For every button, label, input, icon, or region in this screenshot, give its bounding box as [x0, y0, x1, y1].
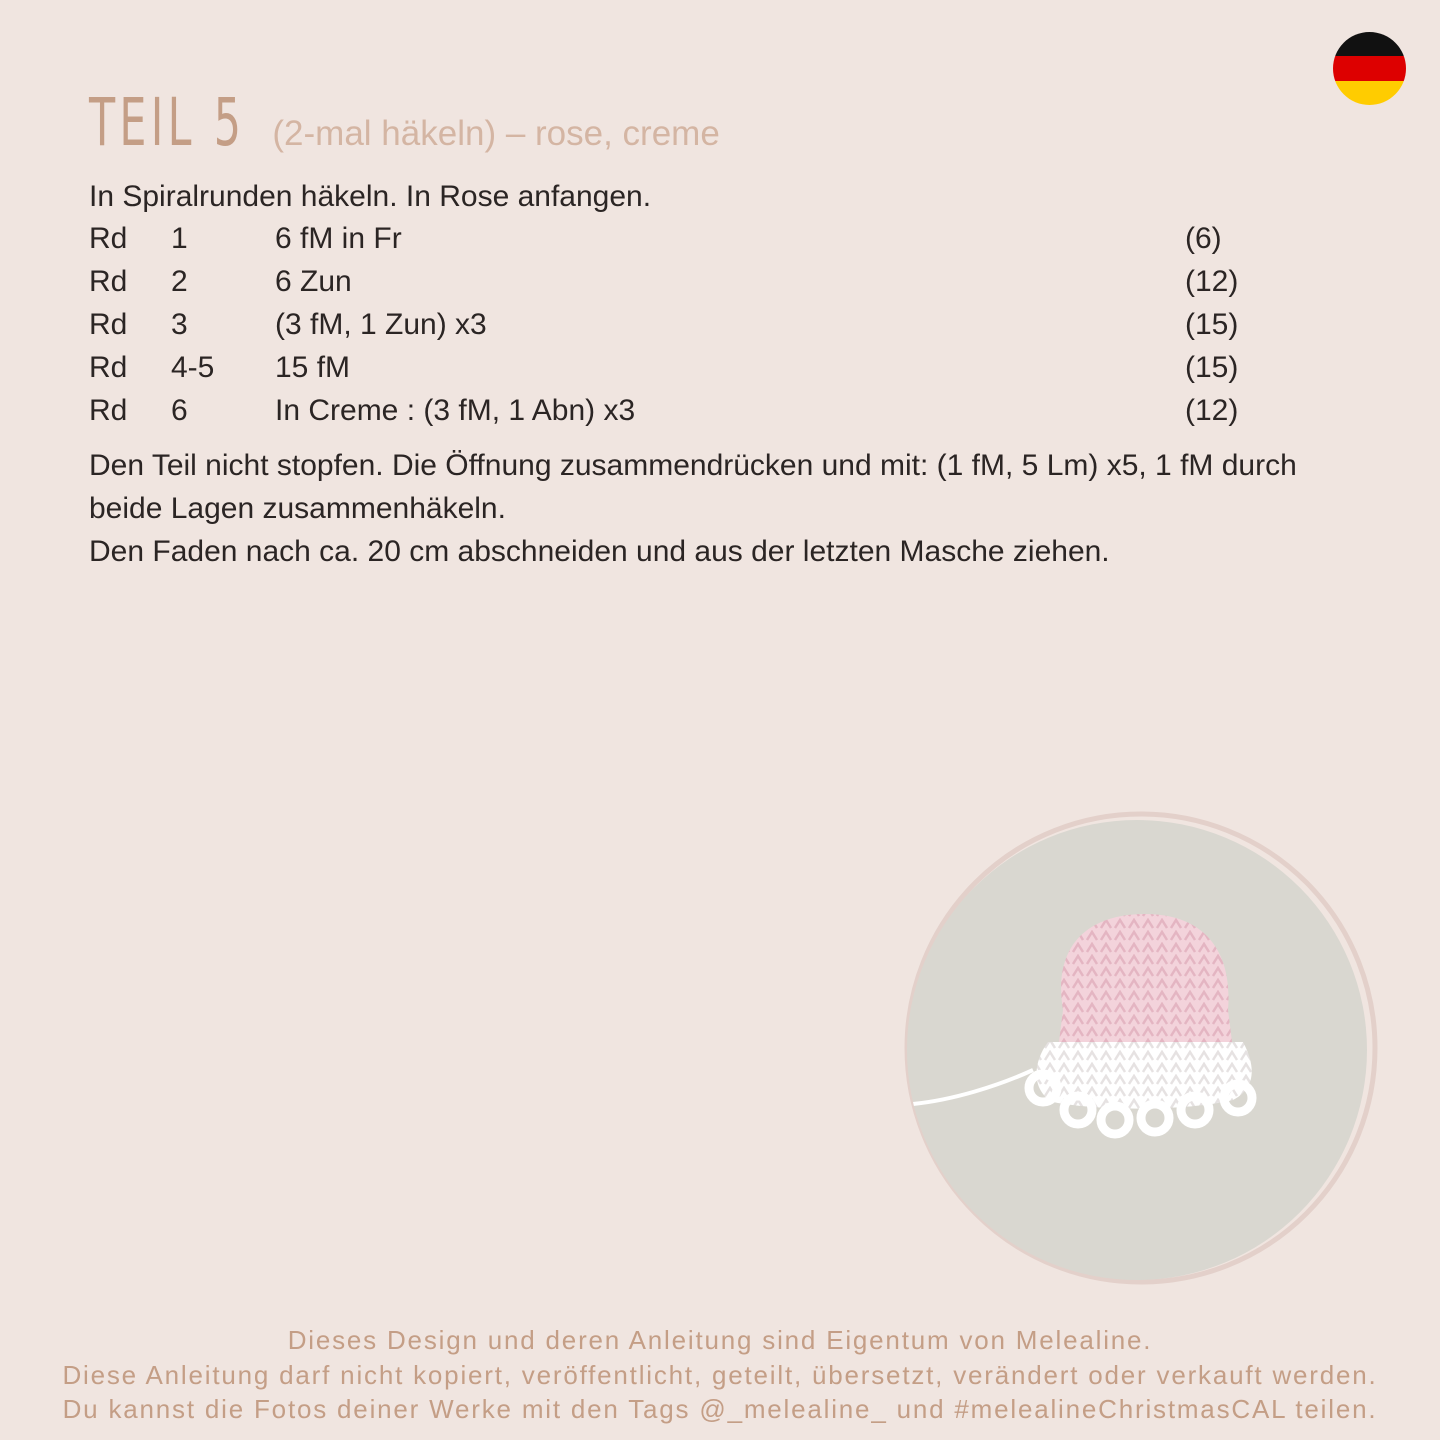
- round-label: Rd: [89, 308, 128, 341]
- round-instruction: 6 Zun: [275, 265, 352, 298]
- footer-line: Dieses Design und deren Anleitung sind Eigentum von Melealine.: [287, 1325, 1153, 1355]
- round-number: 4-5: [171, 351, 215, 384]
- round-instruction: 15 fM: [275, 351, 351, 384]
- round-row: [89, 351, 1249, 394]
- round-label: Rd: [89, 351, 128, 384]
- page-title: [89, 84, 720, 161]
- stitch-count: (15): [1185, 308, 1239, 341]
- rounds-table: [89, 222, 1249, 437]
- round-row: [89, 222, 1249, 265]
- round-number: 3: [171, 308, 188, 341]
- footer-line: Du kannst die Fotos deiner Werke mit den Tags @_melealine_ und #melealineChristmasCAL teilen.: [62, 1394, 1378, 1424]
- round-label: Rd: [89, 394, 128, 427]
- round-row: [89, 308, 1249, 351]
- crochet-photo: [903, 810, 1381, 1288]
- part-subtitle: (2-mal häkeln) – rose, creme: [272, 114, 720, 153]
- round-number: 2: [171, 265, 188, 298]
- stitch-count: (6): [1185, 222, 1222, 255]
- round-instruction: In Creme : (3 fM, 1 Abn) x3: [275, 394, 636, 427]
- round-label: Rd: [89, 222, 128, 255]
- round-number: 6: [171, 394, 188, 427]
- stitch-count: (12): [1185, 394, 1239, 427]
- copyright-footer: [0, 1323, 1440, 1427]
- finishing-line: Den Faden nach ca. 20 cm abschneiden und aus der letzten Masche ziehen.: [89, 535, 1110, 568]
- footer-line: Diese Anleitung darf nicht kopiert, veröffentlicht, geteilt, übersetzt, verändert oder verkauft werden.: [62, 1359, 1378, 1390]
- round-instruction: 6 fM in Fr: [275, 222, 402, 255]
- round-row: [89, 394, 1249, 437]
- intro-text: In Spiralrunden häkeln. In Rose anfangen.: [89, 180, 652, 213]
- stitch-count: (12): [1185, 265, 1239, 298]
- finishing-line: Den Teil nicht stopfen. Die Öffnung zusammendrücken und mit: (1 fM, 5 Lm) x5, 1 fM durch beide Lagen zusammenhäkeln.: [89, 449, 1297, 525]
- round-instruction: (3 fM, 1 Zun) x3: [275, 308, 487, 341]
- german-flag-icon: [1333, 32, 1406, 105]
- round-label: Rd: [89, 265, 128, 298]
- round-number: 1: [171, 222, 188, 255]
- finishing-instructions: [89, 444, 1319, 573]
- stitch-count: (15): [1185, 351, 1239, 384]
- round-row: [89, 265, 1249, 308]
- part-title: TEIL 5: [89, 84, 246, 161]
